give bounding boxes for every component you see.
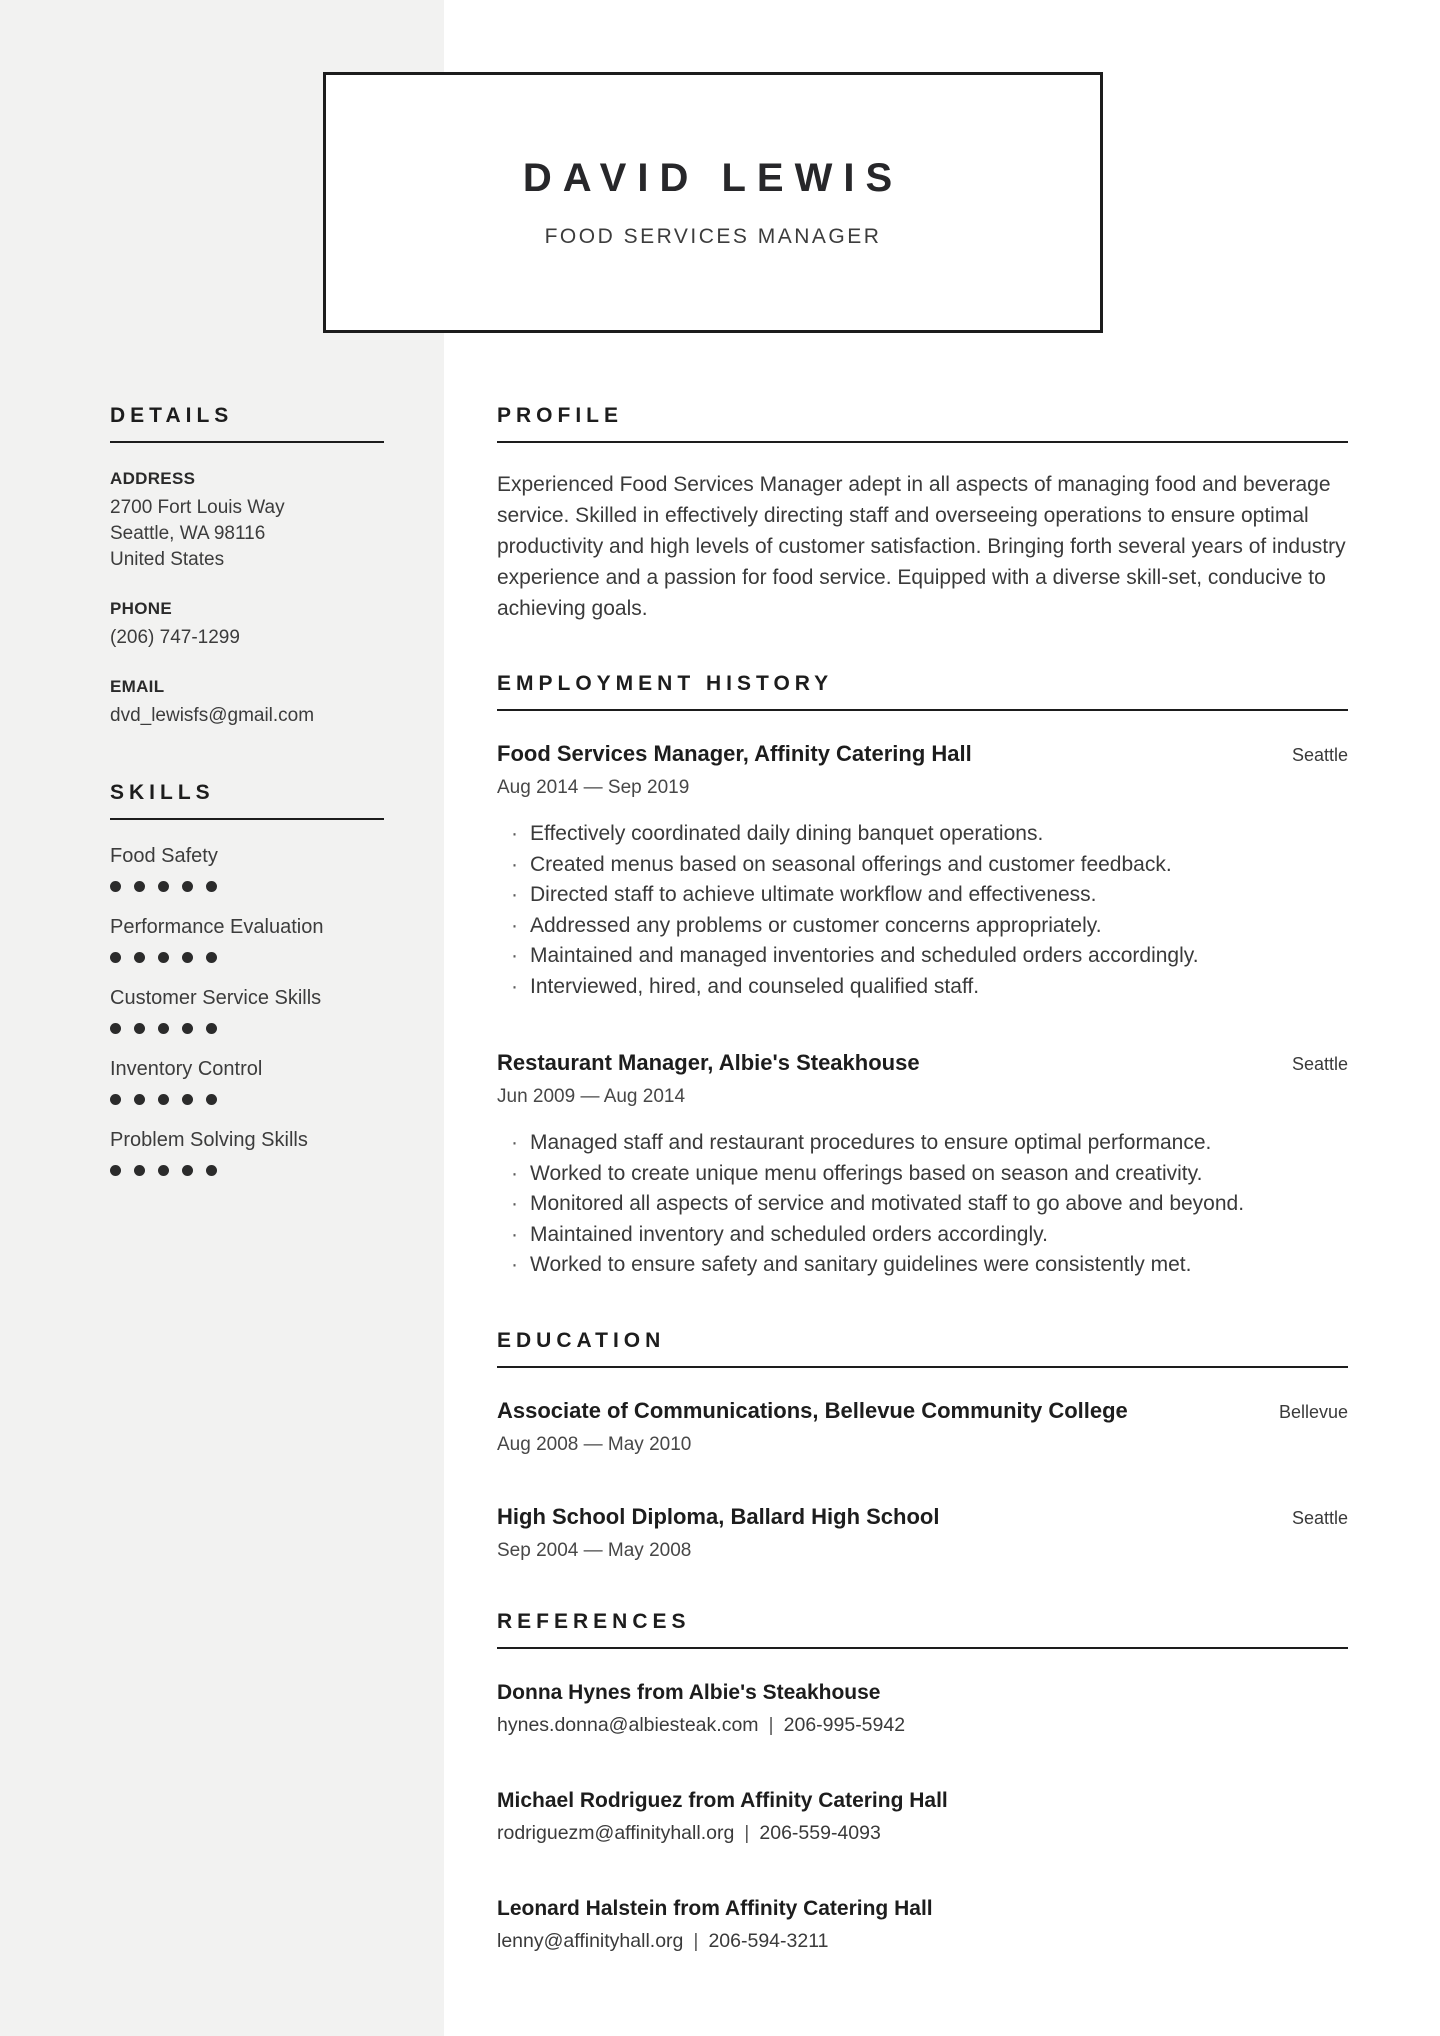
bullet-item: · Interviewed, hired, and counseled qualified staff. bbox=[497, 972, 1348, 1003]
education-section bbox=[497, 1329, 1348, 1562]
skill-item bbox=[110, 1128, 384, 1175]
skill-dot bbox=[182, 1165, 193, 1176]
bullet-item: · Monitored all aspects of service and motivated staff to go above and beyond. bbox=[497, 1189, 1348, 1220]
reference-phone: 206-559-4093 bbox=[759, 1821, 881, 1844]
bullet-item: · Managed staff and restaurant procedures to ensure optimal performance. bbox=[497, 1128, 1348, 1159]
bullet-item: · Created menus based on seasonal offerings and customer feedback. bbox=[497, 850, 1348, 881]
address-label: ADDRESS bbox=[110, 469, 196, 488]
reference-email: rodriguezm@affinityhall.org bbox=[497, 1821, 735, 1844]
skill-level-dots bbox=[110, 950, 384, 962]
skill-dot bbox=[134, 1023, 145, 1034]
address-value bbox=[110, 495, 384, 573]
bullet-item: · Worked to ensure safety and sanitary guidelines were consistently met. bbox=[497, 1250, 1348, 1281]
reference-name: Leonard Halstein from Affinity Catering Hall bbox=[497, 1896, 933, 1920]
bullet-item: · Effectively coordinated daily dining banquet operations. bbox=[497, 819, 1348, 850]
email-label: EMAIL bbox=[110, 677, 165, 696]
skill-dot bbox=[206, 1094, 217, 1105]
education-heading: EDUCATION bbox=[497, 1329, 1348, 1368]
education-entry bbox=[497, 1396, 1348, 1456]
employment-heading: EMPLOYMENT HISTORY bbox=[497, 672, 1348, 711]
job-entry bbox=[497, 739, 1348, 1002]
skill-dot bbox=[110, 1023, 121, 1034]
job-location: Seattle bbox=[1291, 745, 1348, 765]
skill-dot bbox=[206, 1165, 217, 1176]
address-line-2: Seattle, WA 98116 bbox=[110, 523, 266, 544]
sidebar-content bbox=[110, 404, 384, 1175]
skill-name: Food Safety bbox=[110, 845, 218, 867]
phone-value: (206) 747-1299 bbox=[110, 627, 240, 648]
skill-dot bbox=[158, 1023, 169, 1034]
reference-contact bbox=[497, 1822, 1348, 1845]
job-bullet-list bbox=[497, 819, 1348, 1002]
skill-dot bbox=[206, 1023, 217, 1034]
reference-separator: | bbox=[768, 1713, 774, 1736]
reference-entry bbox=[497, 1787, 1348, 1845]
education-location: Seattle bbox=[1291, 1507, 1348, 1528]
phone-label: PHONE bbox=[110, 599, 172, 618]
reference-name: Donna Hynes from Albie's Steakhouse bbox=[497, 1680, 881, 1704]
bullet-item: · Worked to create unique menu offerings based on season and creativity. bbox=[497, 1159, 1348, 1190]
email-value: dvd_lewisfs@gmail.com bbox=[110, 705, 315, 726]
job-title: Restaurant Manager, Albie's Steakhouse bbox=[497, 1050, 920, 1075]
education-header bbox=[497, 1396, 1348, 1425]
skill-dot bbox=[206, 952, 217, 963]
bullet-item: · Addressed any problems or customer concerns appropriately. bbox=[497, 911, 1348, 942]
job-header bbox=[497, 739, 1348, 768]
education-dates: Aug 2008 — May 2010 bbox=[497, 1433, 692, 1455]
reference-separator: | bbox=[744, 1821, 750, 1844]
skill-dot bbox=[182, 1023, 193, 1034]
education-entry bbox=[497, 1502, 1348, 1562]
skill-dot bbox=[110, 952, 121, 963]
skill-name: Inventory Control bbox=[110, 1058, 263, 1080]
profile-text: Experienced Food Services Manager adept in all aspects of managing food and beverage service. Skilled in effectively directing staff and overseeing operations to ensure optimal productivity and high levels of customer satisfaction. Bringing forth several years of industry experience and a passion for food service. Equipped with a diverse skill-set, conducive to achieving goals. bbox=[497, 473, 1346, 620]
skill-dot bbox=[158, 1165, 169, 1176]
job-location: Seattle bbox=[1291, 1054, 1348, 1074]
reference-contact bbox=[497, 1930, 1348, 1953]
skill-item bbox=[110, 1057, 384, 1104]
education-title: Associate of Communications, Bellevue Community College bbox=[497, 1397, 1128, 1423]
skill-level-dots bbox=[110, 1092, 384, 1104]
education-dates: Sep 2004 — May 2008 bbox=[497, 1539, 692, 1561]
skill-dot bbox=[134, 1165, 145, 1176]
skills-section bbox=[110, 781, 384, 1175]
job-bullet-list bbox=[497, 1128, 1348, 1281]
education-title: High School Diploma, Ballard High School bbox=[497, 1503, 940, 1529]
reference-phone: 206-995-5942 bbox=[783, 1713, 906, 1736]
skill-dot bbox=[182, 1094, 193, 1105]
candidate-name: DAVID LEWIS bbox=[522, 156, 904, 200]
skill-dot bbox=[134, 952, 145, 963]
reference-email: lenny@affinityhall.org bbox=[497, 1929, 684, 1952]
skill-dot bbox=[110, 1165, 121, 1176]
references-heading: REFERENCES bbox=[497, 1610, 1348, 1649]
address-line-3: United States bbox=[110, 549, 225, 570]
bullet-item: · Directed staff to achieve ultimate workflow and effectiveness. bbox=[497, 880, 1348, 911]
education-location: Bellevue bbox=[1278, 1401, 1348, 1422]
skill-dot bbox=[134, 881, 145, 892]
skill-dot bbox=[158, 1094, 169, 1105]
profile-heading: PROFILE bbox=[497, 404, 1348, 443]
reference-name: Michael Rodriguez from Affinity Catering Hall bbox=[497, 1788, 948, 1812]
skill-name: Performance Evaluation bbox=[110, 916, 324, 938]
reference-phone: 206-594-3211 bbox=[708, 1929, 829, 1952]
skill-dot bbox=[182, 881, 193, 892]
bullet-item: · Maintained inventory and scheduled orders accordingly. bbox=[497, 1220, 1348, 1251]
skill-dot bbox=[110, 1094, 121, 1105]
references-section bbox=[497, 1610, 1348, 1953]
skill-dot bbox=[110, 881, 121, 892]
skill-dot bbox=[134, 1094, 145, 1105]
reference-contact bbox=[497, 1714, 1348, 1737]
skill-dot bbox=[158, 952, 169, 963]
job-title: Food Services Manager, Affinity Catering Hall bbox=[497, 741, 972, 766]
skill-item bbox=[110, 915, 384, 962]
profile-section bbox=[497, 404, 1348, 624]
education-header bbox=[497, 1502, 1348, 1531]
reference-separator: | bbox=[693, 1929, 699, 1952]
skill-item bbox=[110, 986, 384, 1033]
skills-heading: SKILLS bbox=[110, 781, 384, 820]
skill-level-dots bbox=[110, 1021, 384, 1033]
skill-name: Customer Service Skills bbox=[110, 987, 322, 1009]
job-entry bbox=[497, 1048, 1348, 1281]
bullet-item: · Maintained and managed inventories and scheduled orders accordingly. bbox=[497, 941, 1348, 972]
skill-name: Problem Solving Skills bbox=[110, 1129, 308, 1151]
main-content bbox=[497, 404, 1348, 1953]
employment-section bbox=[497, 672, 1348, 1281]
job-dates: Aug 2014 — Sep 2019 bbox=[497, 777, 690, 798]
header-card bbox=[323, 72, 1103, 333]
skill-level-dots bbox=[110, 879, 384, 891]
candidate-job-title: FOOD SERVICES MANAGER bbox=[544, 225, 882, 248]
job-dates: Jun 2009 — Aug 2014 bbox=[497, 1086, 686, 1107]
skill-item bbox=[110, 844, 384, 891]
reference-entry bbox=[497, 1679, 1348, 1737]
reference-email: hynes.donna@albiesteak.com bbox=[497, 1713, 759, 1736]
skill-dot bbox=[182, 952, 193, 963]
reference-entry bbox=[497, 1895, 1348, 1953]
skill-dot bbox=[206, 881, 217, 892]
address-line-1: 2700 Fort Louis Way bbox=[110, 497, 285, 518]
skill-dot bbox=[158, 881, 169, 892]
details-heading: DETAILS bbox=[110, 404, 384, 443]
job-header bbox=[497, 1048, 1348, 1077]
skill-level-dots bbox=[110, 1163, 384, 1175]
